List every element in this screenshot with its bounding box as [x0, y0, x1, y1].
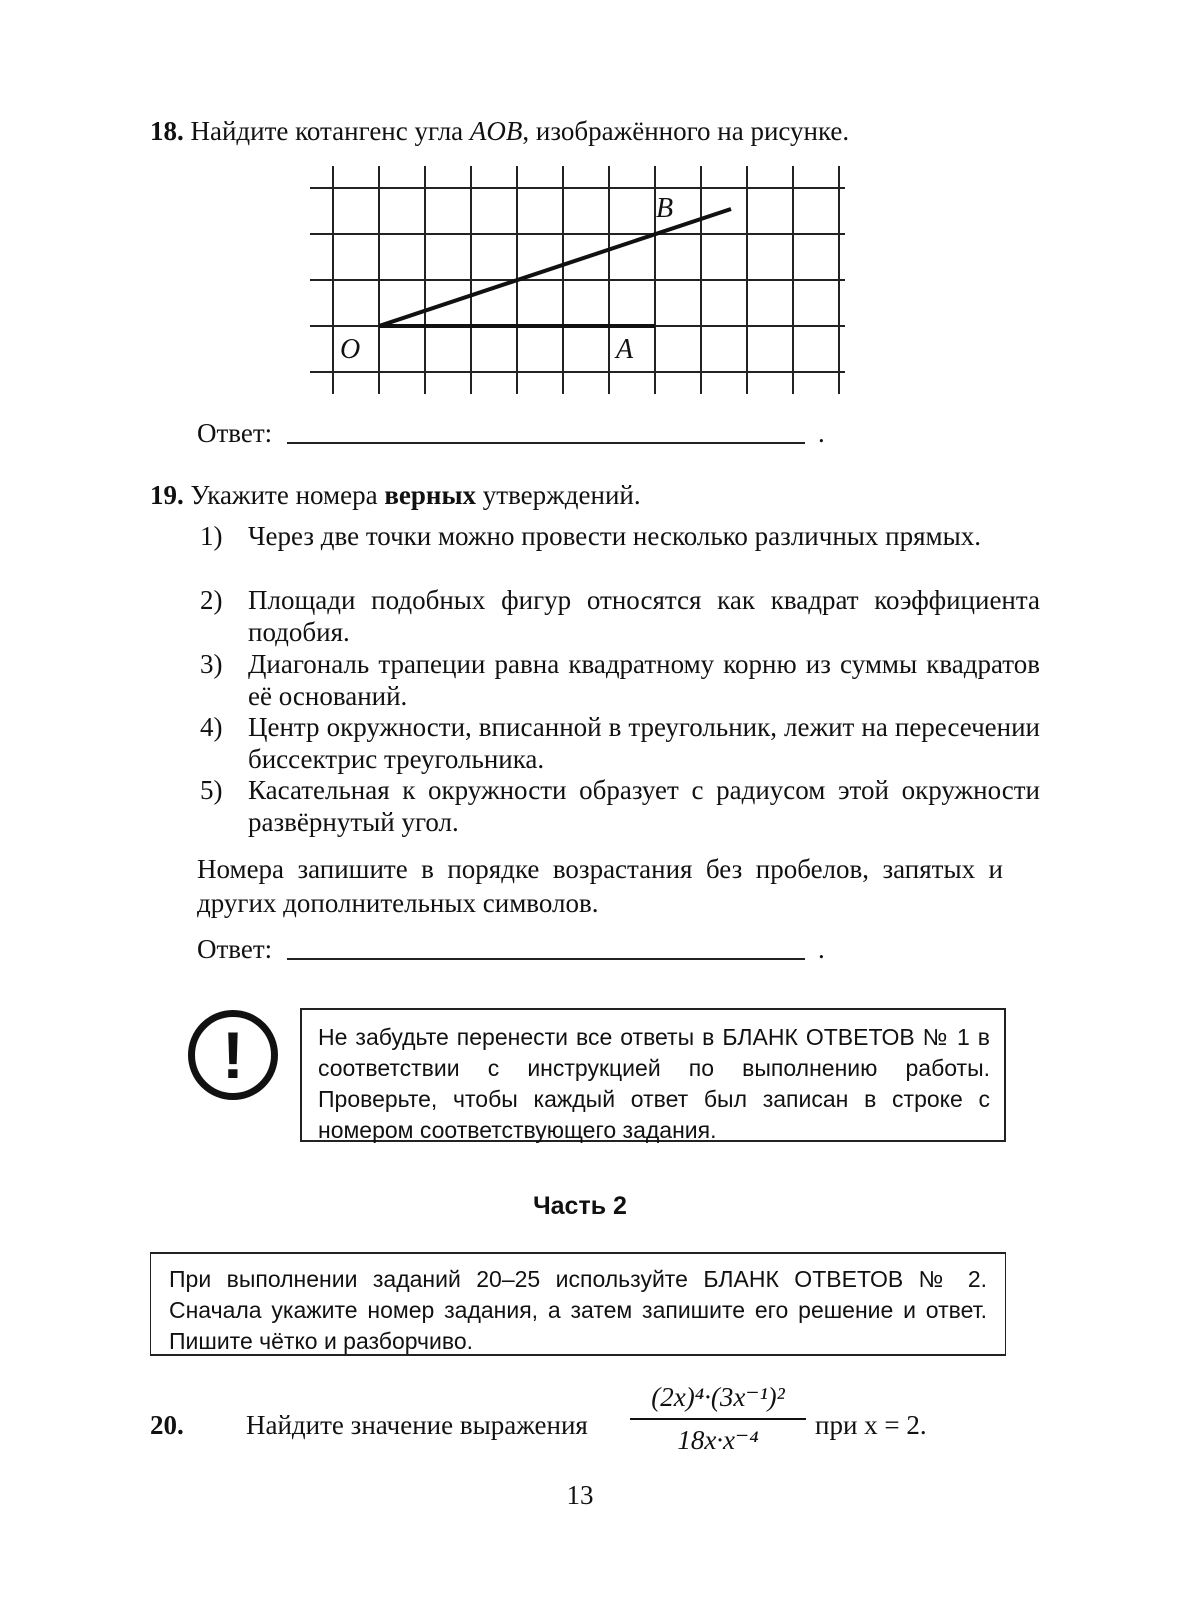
answer-field-19[interactable] [287, 958, 805, 960]
answer-end-18: . [818, 418, 825, 448]
label-O: O [340, 334, 361, 365]
part2-instruction: При выполнении заданий 20–25 используйте БЛАНК ОТВЕТОВ № 2. Сначала укажите номер задания, а затем запишите его решение и ответ. Пишите чётко и разборчиво. [169, 1266, 987, 1354]
item-number: 3) [200, 649, 223, 679]
answer-label-19: Ответ: [197, 934, 273, 964]
question-number: 18. [150, 116, 184, 146]
section-title: Часть 2 [533, 1192, 627, 1220]
item-number: 2) [200, 585, 223, 615]
question-18 [150, 114, 1050, 148]
label-B: B [656, 193, 674, 224]
question-text: Найдите котангенс угла AOB, изображённого на рисунке. [190, 116, 850, 146]
fraction [630, 1378, 806, 1458]
question-text: Найдите значение выражения [246, 1410, 588, 1440]
instruction-19: Номера запишите в порядке возрастания без пробелов, запятых и других дополнительных символов. [197, 854, 1003, 918]
fraction-bar [630, 1418, 806, 1420]
item-text: Диагональ трапеции равна квадратному корню из суммы квадратов её оснований. [248, 649, 1040, 711]
grid-figure [300, 160, 860, 400]
item-text: Центр окружности, вписанной в треугольник, лежит на пересечении биссектрис треугольника. [248, 712, 1040, 774]
item-number: 4) [200, 712, 223, 742]
answer-field-18[interactable] [287, 442, 805, 444]
notice-box [300, 1008, 1006, 1142]
answer-label-18: Ответ: [197, 418, 273, 448]
label-A: A [616, 334, 634, 365]
item-number: 1) [200, 521, 223, 551]
notice-text: Не забудьте перенести все ответы в БЛАНК ОТВЕТОВ № 1 в соответствии с инструкцией по выполнению работы. Проверьте, чтобы каждый ответ был записан в строке с номером соответствующего задания. [318, 1024, 990, 1143]
item-number: 5) [200, 775, 223, 805]
question-19 [150, 478, 1050, 512]
angle-name: AOB [469, 116, 523, 146]
condition: при x = 2. [815, 1410, 927, 1440]
exclamation-glyph: ! [222, 1018, 244, 1092]
ray-OB [379, 209, 731, 326]
fraction-denominator: 18x·x⁻⁴ [677, 1425, 759, 1455]
question-text: Укажите номера верных утверждений. [190, 480, 641, 510]
warning-icon [188, 1010, 278, 1100]
question-number: 19. [150, 480, 184, 510]
fraction-numerator: (2x)⁴·(3x⁻¹)² [651, 1382, 785, 1412]
question-number: 20. [150, 1410, 184, 1440]
item-text: Касательная к окружности образует с радиусом этой окружности развёрнутый угол. [248, 775, 1040, 837]
answer-end-19: . [818, 934, 825, 964]
page-number: 13 [566, 1480, 594, 1510]
part2-instruction-box [150, 1252, 1006, 1356]
emphasis: верных [384, 480, 477, 510]
item-text: Площади подобных фигур относятся как квадрат коэффициента подобия. [248, 585, 1040, 647]
item-text: Через две точки можно провести несколько различных прямых. [248, 521, 982, 551]
